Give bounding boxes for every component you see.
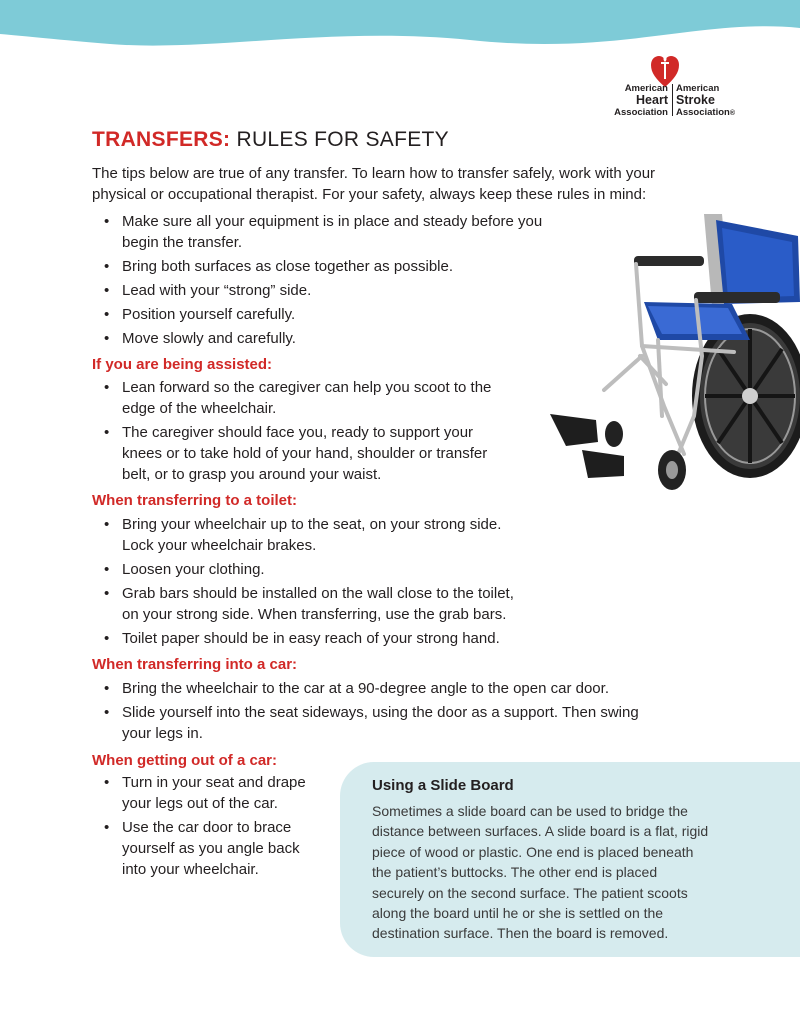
list-item: • Move slowly and carefully. bbox=[104, 328, 544, 349]
section-heading-out-of-car: When getting out of a car: bbox=[92, 752, 277, 769]
intro-paragraph: The tips below are true of any transfer. To learn how to transfer safely, work with your physical or occupational therapist. For your safety, always keep these rules in mind: bbox=[92, 165, 656, 203]
list-item: • Turn in your seat and drape your legs out of the car. bbox=[104, 772, 319, 814]
out-of-car-list bbox=[104, 772, 319, 883]
section-heading-toilet: When transferring to a toilet: bbox=[92, 492, 298, 509]
list-item: • Grab bars should be installed on the wall close to the toilet, on your strong side. When transferring, use the grab bars. bbox=[104, 583, 534, 625]
wheelchair-photo bbox=[544, 206, 800, 496]
page-title bbox=[92, 128, 449, 152]
assisted-list bbox=[104, 377, 494, 488]
aha-asa-logo bbox=[600, 52, 750, 120]
title-dark: RULES FOR SAFETY bbox=[236, 128, 449, 151]
callout-title: Using a Slide Board bbox=[372, 777, 514, 794]
logo-stroke-text: American Stroke Association® bbox=[676, 83, 736, 118]
list-item: • Slide yourself into the seat sideways, using the door as a support. Then swing your legs in. bbox=[104, 702, 644, 744]
section-heading-assisted: If you are being assisted: bbox=[92, 356, 273, 373]
logo-divider bbox=[672, 84, 673, 116]
list-item: • The caregiver should face you, ready to support your knees or to take hold of your hand, shoulder or transfer belt, or to grasp you around your waist. bbox=[104, 422, 494, 485]
section-heading-into-car: When transferring into a car: bbox=[92, 656, 298, 673]
into-car-list bbox=[104, 678, 644, 747]
list-item: • Make sure all your equipment is in place and steady before you begin the transfer. bbox=[104, 211, 544, 253]
toilet-list bbox=[104, 514, 534, 652]
list-item: • Lean forward so the caregiver can help you scoot to the edge of the wheelchair. bbox=[104, 377, 494, 419]
list-item: • Bring the wheelchair to the car at a 90-degree angle to the open car door. bbox=[104, 678, 644, 699]
list-item: • Lead with your “strong” side. bbox=[104, 280, 544, 301]
list-item: • Loosen your clothing. bbox=[104, 559, 534, 580]
list-item: • Bring both surfaces as close together as possible. bbox=[104, 256, 544, 277]
callout-body: Sometimes a slide board can be used to bridge the distance between surfaces. A slide board is a flat, rigid piece of wood or plastic. One end is placed beneath the patient’s buttocks. The other end is placed securely on the second surface. The patient scoots along the board until he or she is settled on the destination surface. Then the board is removed. bbox=[372, 803, 709, 942]
list-item: • Position yourself carefully. bbox=[104, 304, 544, 325]
list-item: • Use the car door to brace yourself as you angle back into your wheelchair. bbox=[104, 817, 319, 880]
rules-list bbox=[104, 211, 544, 352]
title-red: TRANSFERS: bbox=[92, 128, 231, 151]
list-item: • Toilet paper should be in easy reach of your strong hand. bbox=[104, 628, 534, 649]
list-item: • Bring your wheelchair up to the seat, on your strong side. Lock your wheelchair brakes. bbox=[104, 514, 534, 556]
logo-heart-text: American Heart Association bbox=[614, 83, 668, 118]
